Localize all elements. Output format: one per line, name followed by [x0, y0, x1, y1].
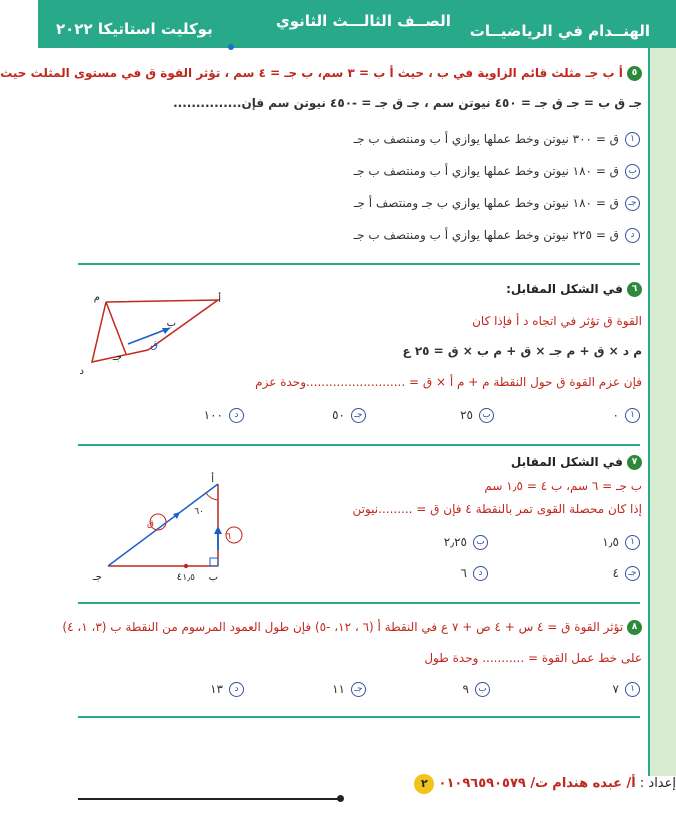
side-strip — [650, 48, 676, 776]
header-booklet: بوكليت استاتيكا ٢٠٢٢ — [56, 20, 213, 38]
q7-title-line — [511, 455, 642, 470]
q5-text-2: جـ ق ب = جـ ق جـ = ٤٥٠ نيوتن سم ، جـ ق جـ = -٤٥٠ نيوتن سم فإن............... — [173, 96, 642, 110]
separator — [78, 444, 640, 446]
q7-force-6-arrowhead — [214, 526, 222, 534]
q7-number-badge: ٧ — [627, 455, 642, 470]
option-circle: ب — [475, 682, 490, 697]
q8-line1 — [62, 620, 642, 635]
separator — [78, 716, 640, 718]
option-text: ق = ٣٠٠ نيوتن وخط عملها يوازي أ ب ومنتصف ب جـ — [353, 132, 619, 146]
q5-number-badge: ٥ — [627, 66, 642, 81]
option-circle: ب — [625, 164, 640, 179]
option-text: ق = ٢٢٥ نيوتن وخط عملها يوازي أ ب ومنتصف ب جـ — [353, 228, 619, 242]
q7-force-q-arrowhead — [173, 512, 180, 519]
q7-option-3[interactable] — [613, 566, 640, 581]
option-circle: د — [473, 566, 488, 581]
separator — [78, 263, 640, 265]
q7-label-force-6: ٦ — [226, 532, 231, 542]
q6-label-force: ق — [150, 340, 158, 351]
frame-line — [648, 48, 650, 776]
q7-option-4[interactable] — [461, 566, 488, 581]
option-circle: د — [229, 682, 244, 697]
q6-label-b: ب — [166, 318, 176, 329]
option-text: ٠ — [612, 408, 619, 422]
header-dot — [228, 44, 234, 50]
q6-title-line — [506, 282, 642, 297]
q7-option-2[interactable] — [444, 535, 488, 550]
header-grade: الصــف الثالـــث الثانوي — [276, 12, 451, 30]
footer-prepared: إعداد : — [639, 776, 676, 791]
page-header — [38, 0, 676, 48]
q7-angle-arc — [206, 493, 218, 500]
option-text: ٢٥ — [460, 408, 473, 422]
q6-figure-outline — [106, 300, 218, 350]
q7-label-force-q: ق — [147, 519, 154, 529]
footer-line — [78, 798, 340, 800]
option-text: ٦ — [460, 566, 467, 580]
q7-title: في الشكل المقابل — [510, 455, 623, 469]
option-text: ٥٠ — [332, 408, 345, 422]
q5-option-2[interactable] — [354, 164, 640, 179]
q7-label-j: جـ — [92, 572, 102, 583]
option-text: ١٫٥ — [602, 535, 619, 549]
q7-text-1: ب جـ = ٦ سم، ب ٤ = ١٫٥ سم — [484, 479, 642, 493]
footer-dot — [337, 795, 344, 802]
q6-figure-segment — [106, 302, 126, 354]
q5-option-3[interactable] — [354, 196, 640, 211]
q5-text-1: أ ب جـ مثلث قائم الزاوية في ب ، حيث أ ب = ٣ سم، ب جـ = ٤ سم ، تؤثر القوة ق في مستوى المثلث حيث — [0, 66, 623, 80]
q6-label-a: أ — [218, 294, 221, 305]
q7-option-1[interactable] — [602, 535, 640, 550]
q7-label-a: أ — [211, 474, 214, 485]
q6-option-2[interactable] — [460, 408, 494, 423]
header-book-title: الهنــدام في الرياضيــات — [469, 22, 650, 40]
q7-figure — [92, 474, 258, 586]
q6-option-3[interactable] — [332, 408, 366, 423]
option-text: ق = ١٨٠ نيوتن وخط عملها يوازي أ ب ومنتصف ب جـ — [353, 164, 619, 178]
option-circle: د — [229, 408, 244, 423]
option-text: ٤ — [612, 566, 619, 580]
page-number: ٢ — [414, 774, 434, 794]
q8-option-4[interactable] — [210, 682, 244, 697]
option-text: ٩ — [462, 682, 469, 696]
q8-option-1[interactable] — [613, 682, 640, 697]
q8-number-badge: ٨ — [627, 620, 642, 635]
q7-label-d: ٤ — [176, 572, 182, 583]
q5-line1 — [0, 66, 642, 81]
q6-title: في الشكل المقابل: — [506, 282, 623, 296]
separator — [78, 602, 640, 604]
q8-text-2: على خط عمل القوة = ........... وحدة طول — [424, 651, 642, 665]
option-circle: ب — [473, 535, 488, 550]
q7-point-d — [184, 564, 188, 568]
footer-phone: ت/ ٠١٠٩٦٥٩٠٥٧٩ — [438, 776, 549, 791]
q6-label-d: د — [79, 366, 84, 377]
option-text: ق = ١٨٠ نيوتن وخط عملها يوازي ب جـ ومنتصف أ جـ — [353, 196, 619, 210]
q7-right-angle — [210, 558, 218, 566]
q8-text-1: تؤثر القوة ق = ٤ س + ٤ ص + ٧ ع في النقطة أ (٦ ، ١٢، -٥) فإن طول العمود المرسوم من النقطة ب (٣، ١، ٤) — [62, 620, 624, 634]
q5-option-4[interactable] — [354, 228, 640, 243]
option-text: ١١ — [332, 682, 345, 696]
option-circle: جـ — [625, 196, 640, 211]
q7-side-aj — [108, 484, 218, 566]
option-circle: جـ — [351, 408, 366, 423]
option-circle: جـ — [351, 682, 366, 697]
footer-author: أ/ عبده هندام — [552, 776, 636, 791]
q6-label-j: جـ — [112, 352, 122, 363]
option-circle: د — [625, 228, 640, 243]
q6-option-1[interactable] — [613, 408, 640, 423]
q6-text-3: فإن عزم القوة ق حول النقطة م + م أ × ق = ..........................وحدة عزم — [255, 375, 642, 389]
option-text: ١٣ — [210, 682, 223, 696]
q6-number-badge: ٦ — [627, 282, 642, 297]
q6-text-1: القوة ق تؤثر في اتجاه د أ فإذا كان — [472, 314, 642, 328]
q6-label-m: م — [93, 292, 100, 303]
q6-option-4[interactable] — [204, 408, 244, 423]
q8-option-2[interactable] — [463, 682, 490, 697]
page-footer — [78, 774, 676, 794]
q7-label-angle: ٦٠ — [194, 507, 204, 517]
q7-label-bd: ١٫٥ — [182, 573, 195, 583]
q7-label-b: ب — [208, 572, 218, 583]
q6-text-2: م د × ق + م جـ × ق + م ب × ق = ٢٥ ع — [402, 344, 642, 358]
option-text: ٧ — [612, 682, 619, 696]
q5-option-1[interactable] — [354, 132, 640, 147]
option-circle: ب — [479, 408, 494, 423]
q6-figure — [78, 290, 238, 380]
q7-text-2: إذا كان محصلة القوى تمر بالنقطة ٤ فإن ق = .........نيوتن — [352, 502, 642, 516]
option-circle: ١ — [625, 132, 640, 147]
option-text: ٢٫٢٥ — [443, 535, 467, 549]
option-circle: ١ — [625, 408, 640, 423]
q8-option-3[interactable] — [332, 682, 366, 697]
option-circle: ١ — [625, 535, 640, 550]
option-text: ١٠٠ — [203, 408, 223, 422]
option-circle: جـ — [625, 566, 640, 581]
option-circle: ١ — [625, 682, 640, 697]
